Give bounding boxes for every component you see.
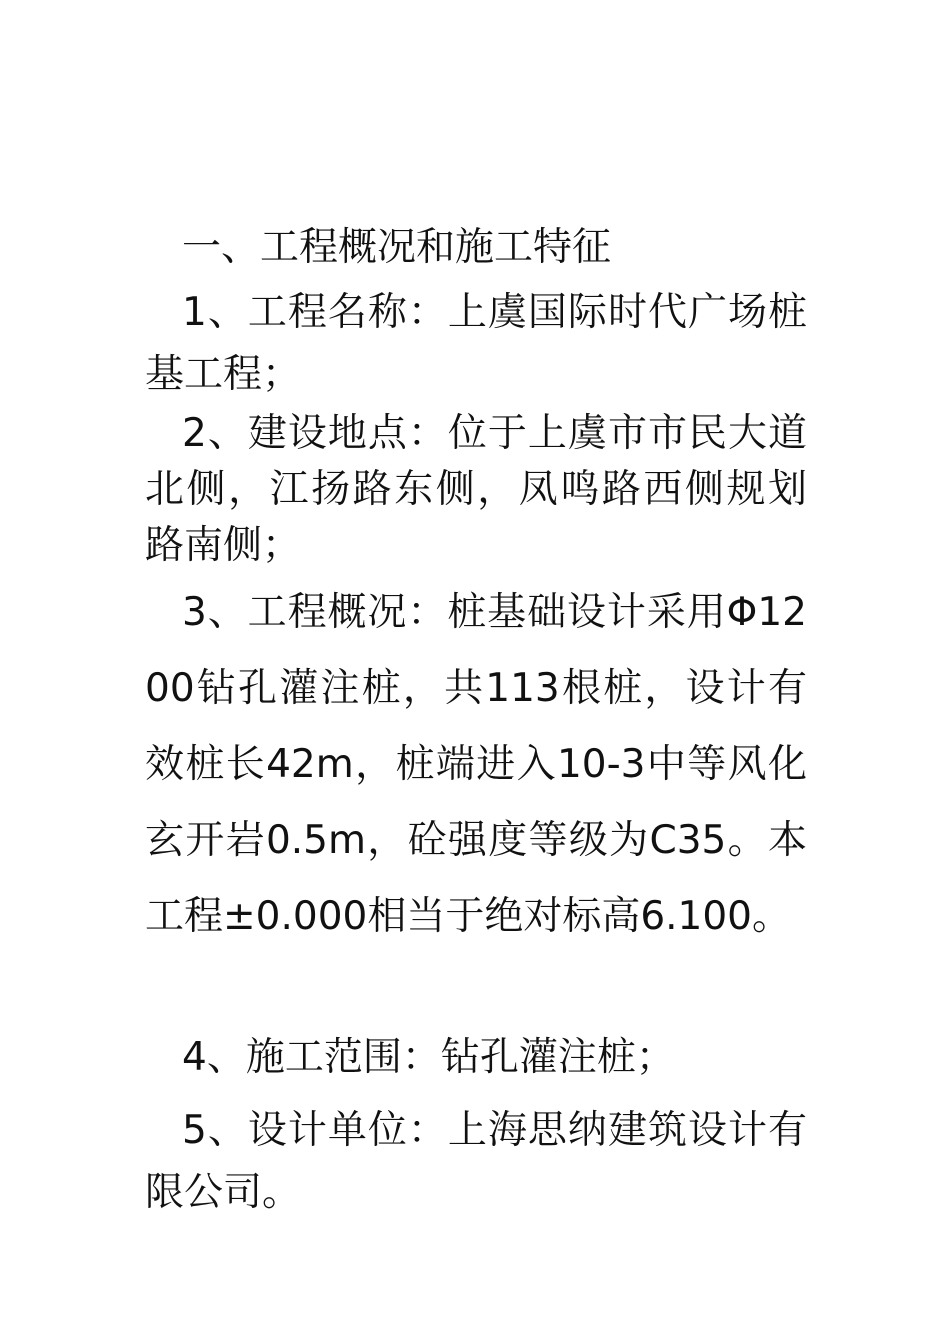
item-overview: 3、工程概况：桩基础设计采用Φ1200钻孔灌注桩，共113根桩，设计有效桩长42m，桩端进入10-3中等风化玄开岩0.5m，砼强度等级为C35。本工程±0.000相当于绝对标高6.100。 xyxy=(145,590,807,939)
item-design-unit: 5、设计单位：上海思纳建筑设计有限公司。 xyxy=(145,1108,807,1215)
item-scope: 4、施工范围：钻孔灌注桩； xyxy=(182,1035,675,1080)
item-location: 2、建设地点：位于上虞市市民大道北侧，江扬路东侧，凤鸣路西侧规划路南侧； xyxy=(145,411,807,568)
item-project-name: 1、工程名称：上虞国际时代广场桩基工程； xyxy=(145,290,807,397)
section-heading: 一、工程概况和施工特征 xyxy=(182,225,612,270)
